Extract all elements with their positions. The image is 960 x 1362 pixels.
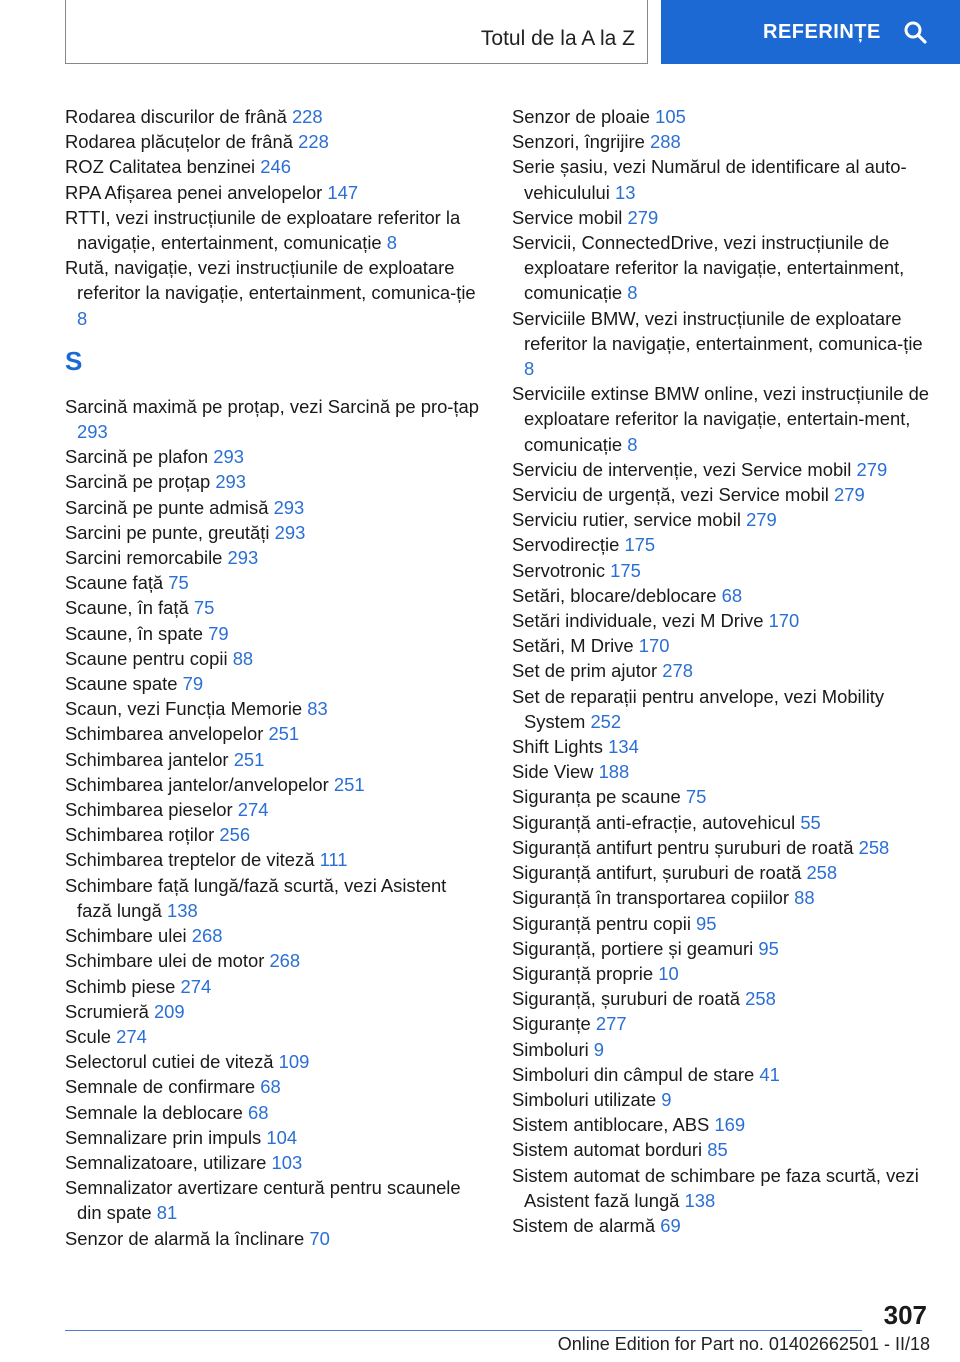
footer-edition-text: Online Edition for Part no. 01402662501 - II/18 — [557, 1334, 930, 1354]
index-entry-text: Set de prim ajutor — [512, 660, 658, 682]
index-entry-text: Semnale la deblocare — [65, 1101, 243, 1123]
index-entry-text: Sarcini pe punte, greutăți — [65, 521, 270, 543]
index-entry — [512, 583, 932, 608]
index-entry-text: Schimbarea pieselor — [65, 799, 233, 821]
index-entry-text: Semnalizatoare, utilizare — [65, 1151, 267, 1173]
index-entry-text: Serviciile extinse BMW online, vezi instrucțiunile de exploatare referitor la navigație, entertain-ment, comunicație — [512, 383, 930, 455]
index-entry-page-link[interactable]: 79 — [182, 673, 204, 695]
index-entry-page-link[interactable]: 69 — [660, 1214, 681, 1236]
index-entry — [65, 1100, 483, 1125]
index-entry-page-link[interactable]: 95 — [758, 937, 779, 959]
index-entry-text: Schimbarea jantelor — [65, 748, 229, 770]
index-entry — [65, 129, 483, 154]
index-entry — [65, 948, 483, 973]
index-group-s-continued — [512, 104, 932, 1238]
index-entry-page-link[interactable]: 8 — [627, 282, 638, 304]
index-entry-text: Schimbare față lungă/fază scurtă, vezi Asistent fază lungă — [65, 874, 447, 921]
index-entry — [512, 104, 932, 129]
index-entry-page-link[interactable]: 258 — [806, 862, 838, 884]
section-tab-a-z[interactable] — [65, 0, 648, 64]
index-entry — [65, 721, 483, 746]
index-entry-text: RTTI, vezi instrucțiunile de exploatare referitor la navigație, entertainment, comunicație — [65, 206, 461, 254]
index-entry-page-link[interactable]: 256 — [219, 824, 251, 846]
index-entry — [65, 469, 483, 494]
index-column-left — [65, 104, 483, 1251]
index-entry-page-link[interactable]: 88 — [794, 887, 815, 909]
index-entry-text: Senzor de alarmă la înclinare — [65, 1227, 305, 1249]
index-entry-page-link[interactable]: 88 — [232, 647, 254, 669]
index-entry-page-link[interactable]: 138 — [167, 899, 198, 921]
index-entry — [512, 936, 932, 961]
index-entry — [65, 180, 483, 205]
index-entry-page-link[interactable]: 68 — [721, 584, 743, 606]
index-entry-text: Senzor de ploaie — [512, 106, 651, 127]
index-entry-text: RPA Afișarea penei anvelopelor — [65, 181, 323, 203]
index-entry-page-link[interactable]: 228 — [298, 131, 329, 153]
index-entry-page-link[interactable]: 293 — [215, 471, 246, 493]
index-entry-page-link[interactable]: 251 — [233, 748, 265, 770]
index-entry — [65, 444, 483, 469]
index-entry-text: Scaune, în spate — [65, 622, 204, 644]
index-entry-text: Sarcini remorcabile — [65, 547, 223, 569]
index-entry-text: Sarcină maximă pe proțap, vezi Sarcină pe pro-țap — [65, 395, 479, 417]
index-entry — [512, 1213, 932, 1238]
index-entry-page-link[interactable]: 279 — [856, 458, 888, 480]
index-entry-page-link[interactable]: 268 — [269, 950, 301, 972]
index-entry — [65, 104, 483, 129]
index-entry-text: Schimb piese — [65, 975, 176, 997]
index-entry-page-link[interactable]: 209 — [153, 1000, 185, 1022]
section-tab-label: Totul de la A la Z — [480, 27, 635, 50]
index-entry-page-link[interactable]: 175 — [624, 534, 656, 556]
index-entry — [65, 923, 483, 948]
index-entry — [512, 457, 932, 482]
index-entry-page-link[interactable]: 274 — [237, 799, 269, 821]
index-entry-text: Scaune față — [65, 572, 164, 594]
index-entry-page-link[interactable]: 288 — [650, 131, 681, 153]
index-entry — [512, 658, 932, 683]
index-entry-page-link[interactable]: 68 — [260, 1076, 281, 1098]
index-entry-page-link[interactable]: 109 — [278, 1051, 310, 1073]
index-entry-text: Setări, blocare/deblocare — [512, 584, 717, 606]
index-entry-page-link[interactable]: 251 — [268, 723, 300, 745]
index-entry-page-link[interactable]: 268 — [191, 925, 223, 947]
index-entry-page-link[interactable]: 85 — [707, 1139, 728, 1161]
index-entry — [65, 646, 483, 671]
index-entry — [512, 507, 932, 532]
index-entry-text: Servicii, ConnectedDrive, vezi instrucțiunile de exploatare referitor la navigație, entertainment, comunicație — [512, 232, 905, 304]
index-entry-text: Serviciu de intervenție, vezi Service mobil — [512, 458, 852, 480]
index-entry-text: Siguranță antifurt pentru șuruburi de roată — [512, 836, 854, 858]
index-entry — [65, 154, 483, 179]
index-entry — [65, 999, 483, 1024]
index-entry-text: Schimbarea jantelor/anvelopelor — [65, 773, 329, 795]
index-entry — [512, 558, 932, 583]
index-entry-text: Sarcină pe plafon — [65, 446, 209, 468]
index-entry-page-link[interactable]: 278 — [662, 660, 693, 682]
index-entry-text: Siguranță, șuruburi de roată — [512, 988, 740, 1010]
index-entry-page-link[interactable]: 279 — [834, 484, 865, 506]
index-entry-text: Schimbarea anvelopelor — [65, 723, 264, 745]
index-entry-text: Simboluri din câmpul de stare — [512, 1063, 755, 1085]
index-entry-page-link[interactable]: 293 — [227, 547, 259, 569]
index-entry-text: Simboluri utilizate — [512, 1088, 657, 1110]
index-entry-text: Rodarea plăcuțelor de frână — [65, 131, 293, 153]
index-entry-text: Scaune pentru copii — [65, 647, 228, 669]
index-entry-text: Serie șasiu, vezi Numărul de identificare al auto-vehiculului — [512, 156, 907, 203]
index-entry — [65, 1049, 483, 1074]
index-entry — [512, 986, 932, 1011]
index-entry-page-link[interactable]: 95 — [696, 912, 717, 934]
index-entry-text: Siguranță pentru copii — [512, 912, 691, 934]
index-entry-page-link[interactable]: 246 — [260, 156, 291, 178]
index-entry — [65, 1074, 483, 1099]
index-entry — [65, 772, 483, 797]
index-entry-text: Service mobil — [512, 206, 623, 228]
index-entry-page-link[interactable]: 41 — [759, 1063, 780, 1085]
index-entry-text: Rută, navigație, vezi instrucțiunile de exploatare referitor la navigație, entertainment, comunica-ție — [65, 257, 476, 304]
index-entry — [65, 847, 483, 872]
index-entry-page-link[interactable]: 147 — [327, 181, 359, 203]
index-entry-text: Scaun, vezi Funcția Memorie — [65, 698, 303, 720]
index-entry-page-link[interactable]: 68 — [248, 1101, 269, 1123]
index-entry-text: Scaune spate — [65, 673, 178, 695]
index-entry-text: Sistem automat de schimbare pe faza scurtă, vezi Asistent fază lungă — [512, 1164, 919, 1211]
index-entry-text: Siguranță, portiere și geamuri — [512, 937, 754, 959]
index-entry — [512, 633, 932, 658]
index-entry — [512, 1112, 932, 1137]
index-entry — [512, 230, 932, 306]
index-entry-text: Siguranța pe scaune — [512, 786, 681, 808]
index-entry — [65, 621, 483, 646]
index-entry — [65, 205, 483, 255]
index-entry — [512, 835, 932, 860]
index-entry-page-link[interactable]: 79 — [208, 622, 229, 644]
index-entry-page-link[interactable]: 279 — [746, 509, 777, 531]
index-entry-page-link[interactable]: 105 — [655, 106, 686, 127]
index-entry-text: Semnale de confirmare — [65, 1076, 256, 1098]
index-entry-text: Rodarea discurilor de frână — [65, 106, 287, 127]
index-entry-page-link[interactable]: 274 — [180, 975, 212, 997]
index-entry — [512, 306, 932, 382]
index-entry — [512, 684, 932, 734]
footer-divider — [65, 1330, 862, 1331]
index-entry-page-link[interactable]: 170 — [768, 610, 800, 632]
index-entry-text: Sistem automat borduri — [512, 1139, 703, 1161]
index-entry-text: Serviciile BMW, vezi instrucțiunile de exploatare referitor la navigație, entertainment, comunica-ție — [512, 307, 923, 354]
index-entry — [65, 1226, 483, 1251]
index-entry-page-link[interactable]: 111 — [319, 849, 348, 871]
index-entry-text: Schimbarea roților — [65, 824, 215, 846]
index-entry-page-link[interactable]: 55 — [800, 811, 821, 833]
index-entry-text: Schimbare ulei — [65, 925, 187, 947]
index-entry-page-link[interactable]: 293 — [213, 446, 244, 468]
index-entry-page-link[interactable]: 9 — [593, 1038, 605, 1060]
index-entry-page-link[interactable]: 8 — [386, 232, 397, 254]
search-icon[interactable] — [903, 20, 927, 44]
index-entry-page-link[interactable]: 274 — [116, 1025, 147, 1047]
index-entry-text: Sarcină pe punte admisă — [65, 496, 269, 518]
index-entry — [65, 520, 483, 545]
index-entry-page-link[interactable]: 293 — [273, 496, 305, 518]
index-entry — [65, 1125, 483, 1150]
index-entry-page-link[interactable]: 293 — [77, 421, 108, 443]
index-entry-text: Schimbarea treptelor de viteză — [65, 849, 315, 871]
index-entry-text: Siguranță în transportarea copiilor — [512, 887, 790, 909]
index-entry — [512, 1037, 932, 1062]
index-entry-text: Selectorul cutiei de viteză — [65, 1051, 274, 1073]
index-entry — [512, 759, 932, 784]
index-entry-page-link[interactable]: 9 — [661, 1088, 672, 1110]
index-group-s — [65, 394, 483, 1251]
index-entry-text: Semnalizare prin impuls — [65, 1126, 262, 1148]
index-entry — [512, 1011, 932, 1036]
index-entry-text: Set de reparații pentru anvelope, vezi Mobility System — [512, 685, 885, 732]
index-entry-text: Semnalizator avertizare centură pentru scaunele din spate — [65, 1177, 461, 1224]
index-entry-text: Servodirecție — [512, 534, 620, 556]
index-entry — [512, 784, 932, 809]
index-entry-page-link[interactable]: 175 — [610, 559, 641, 581]
index-entry-text: Schimbare ulei de motor — [65, 950, 265, 972]
references-tab[interactable] — [661, 0, 960, 64]
index-entry — [512, 1062, 932, 1087]
index-entry — [512, 1087, 932, 1112]
index-entry — [65, 1150, 483, 1175]
index-entry-page-link[interactable]: 10 — [658, 962, 679, 984]
index-entry-text: Siguranțe — [512, 1013, 591, 1035]
index-entry-text: Senzori, îngrijire — [512, 131, 645, 153]
index-entry-page-link[interactable]: 8 — [77, 307, 88, 329]
index-entry — [512, 961, 932, 986]
index-entry-page-link[interactable]: 8 — [524, 358, 535, 380]
index-entry-page-link[interactable]: 103 — [271, 1151, 303, 1173]
index-column-right — [512, 104, 932, 1238]
page-number: 307 — [883, 1300, 927, 1330]
index-entry — [512, 532, 932, 557]
index-entry-text: Servotronic — [512, 559, 606, 581]
references-tab-label: REFERINȚE — [763, 20, 881, 43]
index-entry-page-link[interactable]: 277 — [595, 1013, 627, 1035]
index-entry-page-link[interactable]: 188 — [598, 761, 630, 783]
index-entry-text: Setări, M Drive — [512, 635, 634, 657]
index-entry — [512, 810, 932, 835]
index-entry — [512, 205, 932, 230]
index-entry — [65, 696, 483, 721]
index-entry — [65, 1175, 483, 1225]
index-entry-text: Sistem antiblocare, ABS — [512, 1114, 710, 1136]
index-entry-text: Setări individuale, vezi M Drive — [512, 610, 764, 632]
index-entry-page-link[interactable]: 293 — [274, 521, 306, 543]
index-entry-page-link[interactable]: 138 — [684, 1189, 716, 1211]
index-entry-text: ROZ Calitatea benzinei — [65, 156, 256, 178]
index-entry — [65, 747, 483, 772]
index-entry-text: Serviciu de urgență, vezi Service mobil — [512, 484, 829, 506]
index-entry-page-link[interactable]: 134 — [608, 736, 639, 758]
index-entry — [512, 154, 932, 204]
index-entry-text: Sistem de alarmă — [512, 1214, 656, 1236]
index-entry — [65, 394, 483, 444]
index-entry — [512, 381, 932, 457]
index-entry — [512, 608, 932, 633]
index-entry — [512, 911, 932, 936]
index-entry-text: Shift Lights — [512, 736, 603, 758]
index-entry-text: Side View — [512, 761, 594, 783]
index-entry — [65, 545, 483, 570]
index-entry-text: Simboluri — [512, 1038, 589, 1060]
index-entry — [65, 671, 483, 696]
index-entry — [512, 482, 932, 507]
index-entry-page-link[interactable]: 258 — [858, 836, 890, 858]
index-entry — [512, 860, 932, 885]
index-entry-page-link[interactable]: 8 — [627, 433, 638, 455]
index-entry-text: Siguranță antifurt, șuruburi de roată — [512, 862, 802, 884]
index-entry — [65, 797, 483, 822]
index-entry — [512, 1163, 932, 1213]
index-entry-page-link[interactable]: 228 — [291, 106, 323, 127]
index-entry-text: Siguranță proprie — [512, 962, 654, 984]
index-entry-page-link[interactable]: 252 — [590, 710, 622, 732]
index-entry-text: Siguranță anti-efracție, autovehicul — [512, 811, 796, 833]
index-entry — [512, 1137, 932, 1162]
index-entry-text: Sarcină pe proțap — [65, 471, 211, 493]
index-group-r — [65, 104, 483, 331]
index-entry — [512, 885, 932, 910]
index-entry-page-link[interactable]: 81 — [156, 1202, 178, 1224]
index-entry-page-link[interactable]: 279 — [627, 206, 659, 228]
index-entry — [512, 734, 932, 759]
index-entry — [65, 595, 483, 620]
index-entry — [65, 255, 483, 331]
index-entry — [65, 570, 483, 595]
index-entry — [65, 873, 483, 923]
index-entry-page-link[interactable]: 75 — [685, 786, 707, 808]
index-entry-page-link[interactable]: 169 — [714, 1114, 746, 1136]
index-entry-text: Scule — [65, 1025, 112, 1047]
index-entry-page-link[interactable]: 13 — [615, 181, 636, 203]
index-entry — [65, 974, 483, 999]
index-entry-text: Serviciu rutier, service mobil — [512, 509, 741, 531]
index-entry-page-link[interactable]: 170 — [638, 635, 670, 657]
index-entry-page-link[interactable]: 75 — [168, 572, 189, 594]
index-entry — [512, 129, 932, 154]
index-entry-text: Scrumieră — [65, 1000, 149, 1022]
index-entry-page-link[interactable]: 251 — [333, 773, 365, 795]
index-entry — [65, 495, 483, 520]
index-entry — [65, 1024, 483, 1049]
index-entry-page-link[interactable]: 104 — [266, 1126, 298, 1148]
index-entry — [65, 822, 483, 847]
index-entry-page-link[interactable]: 258 — [745, 988, 776, 1010]
index-entry-text: Scaune, în față — [65, 597, 189, 619]
index-entry-page-link[interactable]: 70 — [309, 1227, 330, 1249]
index-entry-page-link[interactable]: 83 — [307, 698, 328, 720]
index-letter-heading: S — [65, 345, 83, 376]
index-entry-page-link[interactable]: 75 — [193, 597, 215, 619]
